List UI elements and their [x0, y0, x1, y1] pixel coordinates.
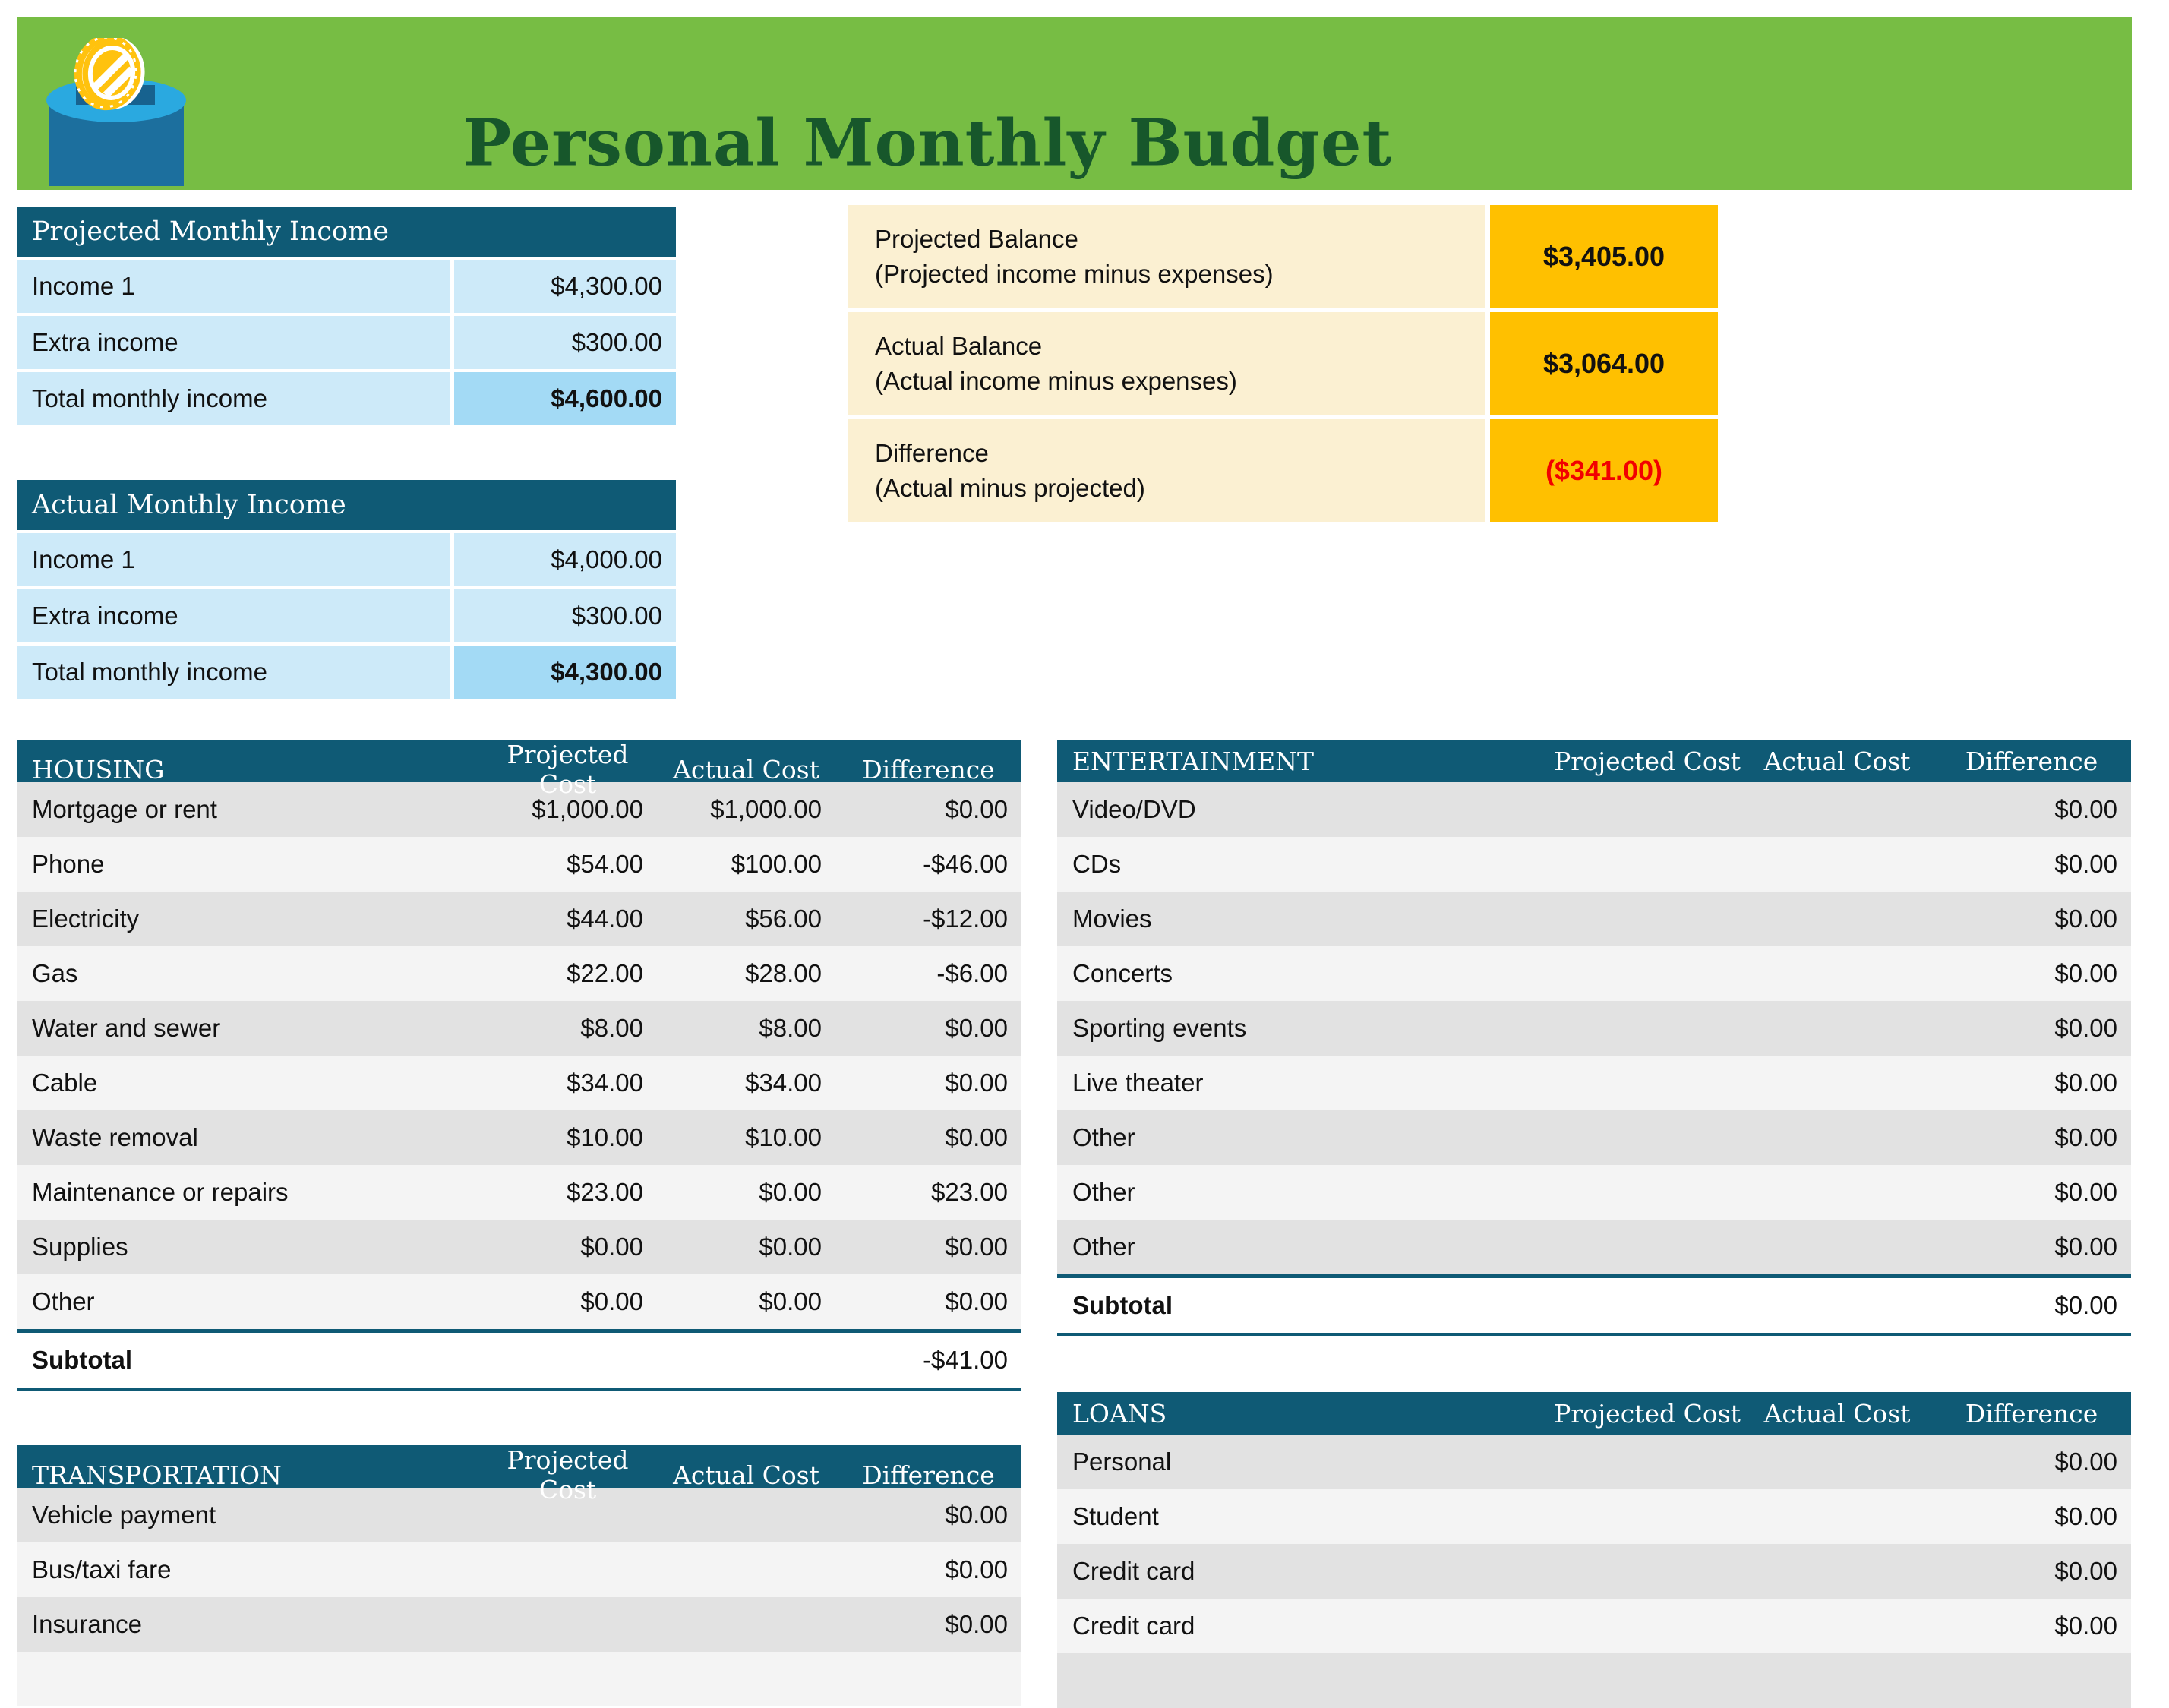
- cell-projected[interactable]: $44.00: [567, 905, 643, 933]
- row-label-cell[interactable]: Student: [1072, 1502, 1159, 1530]
- row-label-cell[interactable]: Bus/taxi fare: [32, 1555, 172, 1583]
- cell-difference[interactable]: $0.00: [945, 1069, 1008, 1097]
- table-row: [17, 589, 676, 642]
- balance-summary: [848, 205, 1718, 526]
- table-row: [1057, 1110, 2131, 1165]
- housing-table: [17, 740, 1021, 1391]
- cell-difference[interactable]: $23.00: [931, 1178, 1008, 1206]
- table-row: [1057, 1220, 2131, 1274]
- balance-sublabel: (Actual income minus expenses): [875, 366, 1237, 395]
- balance-label-cell[interactable]: [848, 205, 1485, 308]
- table-row: [17, 316, 676, 369]
- cell-difference[interactable]: $0.00: [2054, 1069, 2117, 1097]
- row-label-cell[interactable]: Other: [1072, 1123, 1135, 1151]
- transportation-rows: [17, 1488, 1021, 1706]
- section-title: TRANSPORTATION: [32, 1460, 282, 1490]
- table-row: [1057, 1489, 2131, 1544]
- table-row: [17, 1001, 1021, 1056]
- section-title: HOUSING: [32, 754, 165, 785]
- entertainment-header: [1057, 740, 2131, 782]
- table-row: [17, 1597, 1021, 1652]
- section-title: ENTERTAINMENT: [1072, 746, 1315, 776]
- table-row: [1057, 1056, 2131, 1110]
- cell-difference[interactable]: $0.00: [2054, 1502, 2117, 1530]
- loans-table: [1057, 1392, 2131, 1708]
- table-row: [17, 1165, 1021, 1220]
- table-row: [1057, 1653, 2131, 1708]
- row-label-cell[interactable]: Live theater: [1072, 1069, 1204, 1097]
- subtotal-difference-cell[interactable]: $0.00: [2054, 1291, 2117, 1319]
- row-label-cell[interactable]: Phone: [32, 850, 105, 878]
- row-label-cell[interactable]: Insurance: [32, 1610, 142, 1638]
- row-label-cell[interactable]: Concerts: [1072, 959, 1173, 987]
- balance-value-cell[interactable]: ($341.00): [1490, 419, 1718, 522]
- cell-difference[interactable]: $0.00: [945, 1233, 1008, 1261]
- cell-difference[interactable]: $0.00: [2054, 795, 2117, 823]
- cell-actual[interactable]: $0.00: [759, 1178, 822, 1206]
- column-header-difference: Difference: [862, 1460, 995, 1490]
- table-row: [1057, 837, 2131, 892]
- transportation-header: [17, 1445, 1021, 1504]
- table-row: [17, 533, 676, 586]
- page-title: Personal Monthly Budget: [463, 105, 1393, 181]
- column-header-projected-cost: Projected Cost: [507, 740, 629, 799]
- table-row: [17, 946, 1021, 1001]
- column-header-actual-cost: Actual Cost: [1763, 746, 1911, 776]
- income-value-cell[interactable]: $4,300.00: [454, 260, 676, 313]
- income-label-cell[interactable]: Extra income: [17, 589, 450, 642]
- cell-projected[interactable]: $22.00: [567, 959, 643, 987]
- cell-difference[interactable]: $0.00: [945, 1123, 1008, 1151]
- column-header-difference: Difference: [1965, 1398, 2098, 1429]
- table-row: [1057, 892, 2131, 946]
- income-total-label-cell[interactable]: Total monthly income: [17, 646, 450, 699]
- cell-difference[interactable]: $0.00: [2054, 1014, 2117, 1042]
- actual-balance-row: [848, 312, 1718, 415]
- cell-difference[interactable]: $0.00: [945, 1610, 1008, 1638]
- cell-actual[interactable]: $10.00: [745, 1123, 822, 1151]
- cell-difference[interactable]: $0.00: [945, 1287, 1008, 1315]
- cell-difference[interactable]: $0.00: [2054, 1557, 2117, 1585]
- column-header-projected-cost: Projected Cost: [1554, 1398, 1741, 1429]
- balance-label-cell[interactable]: [848, 419, 1485, 522]
- housing-header: [17, 740, 1021, 799]
- entertainment-subtotal-row: [1057, 1274, 2131, 1336]
- entertainment-table: [1057, 740, 2131, 1336]
- subtotal-difference-cell[interactable]: -$41.00: [923, 1346, 1008, 1374]
- section-title: LOANS: [1072, 1398, 1167, 1429]
- page-banner: [17, 17, 2132, 190]
- row-label-cell[interactable]: Other: [32, 1287, 95, 1315]
- income-total-value-cell[interactable]: $4,300.00: [454, 646, 676, 699]
- balance-label: Projected Balance: [875, 224, 1078, 253]
- difference-row: [848, 419, 1718, 522]
- balance-sublabel: (Actual minus projected): [875, 473, 1145, 502]
- loans-rows: [1057, 1435, 2131, 1708]
- table-row: [17, 837, 1021, 892]
- cell-difference[interactable]: -$12.00: [923, 905, 1008, 933]
- housing-subtotal-row: [17, 1329, 1021, 1391]
- table-row: [17, 1056, 1021, 1110]
- cell-actual[interactable]: $0.00: [759, 1233, 822, 1261]
- cell-projected[interactable]: $34.00: [567, 1069, 643, 1097]
- income-value-cell[interactable]: $4,000.00: [454, 533, 676, 586]
- cell-actual[interactable]: $34.00: [745, 1069, 822, 1097]
- cell-difference[interactable]: $0.00: [2054, 1448, 2117, 1476]
- cell-actual[interactable]: $28.00: [745, 959, 822, 987]
- row-label-cell[interactable]: Sporting events: [1072, 1014, 1247, 1042]
- income-value-cell[interactable]: $300.00: [454, 316, 676, 369]
- subtotal-label: Subtotal: [1072, 1291, 1173, 1319]
- projected-income-header: Projected Monthly Income: [17, 207, 676, 257]
- row-label-cell[interactable]: Vehicle payment: [32, 1501, 216, 1529]
- table-row: [1057, 782, 2131, 837]
- table-row-total: [17, 646, 676, 699]
- table-row: [1057, 1599, 2131, 1653]
- cell-difference[interactable]: $0.00: [2054, 905, 2117, 933]
- cell-difference[interactable]: $0.00: [945, 1555, 1008, 1583]
- row-label-cell[interactable]: Other: [1072, 1233, 1135, 1261]
- column-header-difference: Difference: [862, 754, 995, 785]
- column-header-projected-cost: Projected Cost: [507, 1445, 629, 1504]
- cell-projected[interactable]: $8.00: [580, 1014, 643, 1042]
- cell-difference[interactable]: $0.00: [2054, 1178, 2117, 1206]
- cell-difference[interactable]: $0.00: [2054, 850, 2117, 878]
- row-label-cell[interactable]: CDs: [1072, 850, 1122, 878]
- row-label-cell[interactable]: Supplies: [32, 1233, 128, 1261]
- table-row: [17, 1220, 1021, 1274]
- housing-rows: [17, 782, 1021, 1329]
- loans-header: [1057, 1392, 2131, 1435]
- cell-difference[interactable]: $0.00: [2054, 1233, 2117, 1261]
- balance-value-cell[interactable]: $3,405.00: [1490, 205, 1718, 308]
- row-label-cell[interactable]: Movies: [1072, 905, 1152, 933]
- cell-difference[interactable]: $0.00: [945, 1501, 1008, 1529]
- row-label-cell[interactable]: Credit card: [1072, 1612, 1195, 1640]
- row-label-cell[interactable]: Gas: [32, 959, 78, 987]
- cell-difference[interactable]: $0.00: [2054, 1123, 2117, 1151]
- entertainment-rows: [1057, 782, 2131, 1274]
- income-label-cell[interactable]: Income 1: [17, 533, 450, 586]
- table-row: [17, 1274, 1021, 1329]
- table-row: [17, 1652, 1021, 1706]
- subtotal-label: Subtotal: [32, 1346, 132, 1374]
- table-row: [1057, 1435, 2131, 1489]
- transportation-table: [17, 1445, 1021, 1706]
- cell-actual[interactable]: $8.00: [759, 1014, 822, 1042]
- table-row: [1057, 946, 2131, 1001]
- row-label-cell[interactable]: Electricity: [32, 905, 140, 933]
- table-row: [1057, 1001, 2131, 1056]
- row-label-cell[interactable]: Cable: [32, 1069, 98, 1097]
- row-label-cell[interactable]: Video/DVD: [1072, 795, 1196, 823]
- row-label-cell[interactable]: Waste removal: [32, 1123, 198, 1151]
- actual-income-table: [17, 480, 676, 699]
- balance-label-cell[interactable]: [848, 312, 1485, 415]
- cell-projected[interactable]: $0.00: [580, 1233, 643, 1261]
- table-row: [17, 1542, 1021, 1597]
- income-value-cell[interactable]: $300.00: [454, 589, 676, 642]
- table-row-total: [17, 372, 676, 425]
- cell-actual[interactable]: $100.00: [731, 850, 822, 878]
- cell-difference[interactable]: $0.00: [945, 1014, 1008, 1042]
- balance-label: Difference: [875, 438, 989, 467]
- column-header-actual-cost: Actual Cost: [1763, 1398, 1911, 1429]
- actual-income-header: Actual Monthly Income: [17, 480, 676, 530]
- cell-projected[interactable]: $1,000.00: [532, 795, 643, 823]
- row-label-cell[interactable]: Maintenance or repairs: [32, 1178, 289, 1206]
- cell-difference[interactable]: -$6.00: [936, 959, 1008, 987]
- cell-difference[interactable]: $0.00: [2054, 959, 2117, 987]
- cell-actual[interactable]: $0.00: [759, 1287, 822, 1315]
- column-header-actual-cost: Actual Cost: [673, 1460, 819, 1490]
- table-row: [17, 1110, 1021, 1165]
- cell-projected[interactable]: $10.00: [567, 1123, 643, 1151]
- cell-projected[interactable]: $0.00: [580, 1287, 643, 1315]
- row-label-cell[interactable]: Other: [1072, 1178, 1135, 1206]
- table-row: [1057, 1165, 2131, 1220]
- row-label-cell[interactable]: Mortgage or rent: [32, 795, 217, 823]
- income-total-value-cell[interactable]: $4,600.00: [454, 372, 676, 425]
- balance-value-cell[interactable]: $3,064.00: [1490, 312, 1718, 415]
- cell-difference[interactable]: $0.00: [2054, 1612, 2117, 1640]
- projected-income-table: [17, 207, 676, 425]
- row-label-cell[interactable]: Credit card: [1072, 1557, 1195, 1585]
- income-label-cell[interactable]: Income 1: [17, 260, 450, 313]
- income-total-label-cell[interactable]: Total monthly income: [17, 372, 450, 425]
- cell-difference[interactable]: $0.00: [945, 795, 1008, 823]
- coin-bank-icon: [44, 38, 205, 190]
- column-header-actual-cost: Actual Cost: [673, 754, 819, 785]
- income-label-cell[interactable]: Extra income: [17, 316, 450, 369]
- cell-projected[interactable]: $54.00: [567, 850, 643, 878]
- balance-label: Actual Balance: [875, 331, 1043, 360]
- column-header-projected-cost: Projected Cost: [1554, 746, 1741, 776]
- row-label-cell[interactable]: Personal: [1072, 1448, 1172, 1476]
- cell-difference[interactable]: -$46.00: [923, 850, 1008, 878]
- row-label-cell[interactable]: Water and sewer: [32, 1014, 221, 1042]
- column-header-difference: Difference: [1965, 746, 2098, 776]
- table-row: [1057, 1544, 2131, 1599]
- cell-actual[interactable]: $56.00: [745, 905, 822, 933]
- table-row: [17, 892, 1021, 946]
- projected-balance-row: [848, 205, 1718, 308]
- table-row: [17, 260, 676, 313]
- balance-sublabel: (Projected income minus expenses): [875, 259, 1274, 288]
- cell-projected[interactable]: $23.00: [567, 1178, 643, 1206]
- cell-actual[interactable]: $1,000.00: [710, 795, 822, 823]
